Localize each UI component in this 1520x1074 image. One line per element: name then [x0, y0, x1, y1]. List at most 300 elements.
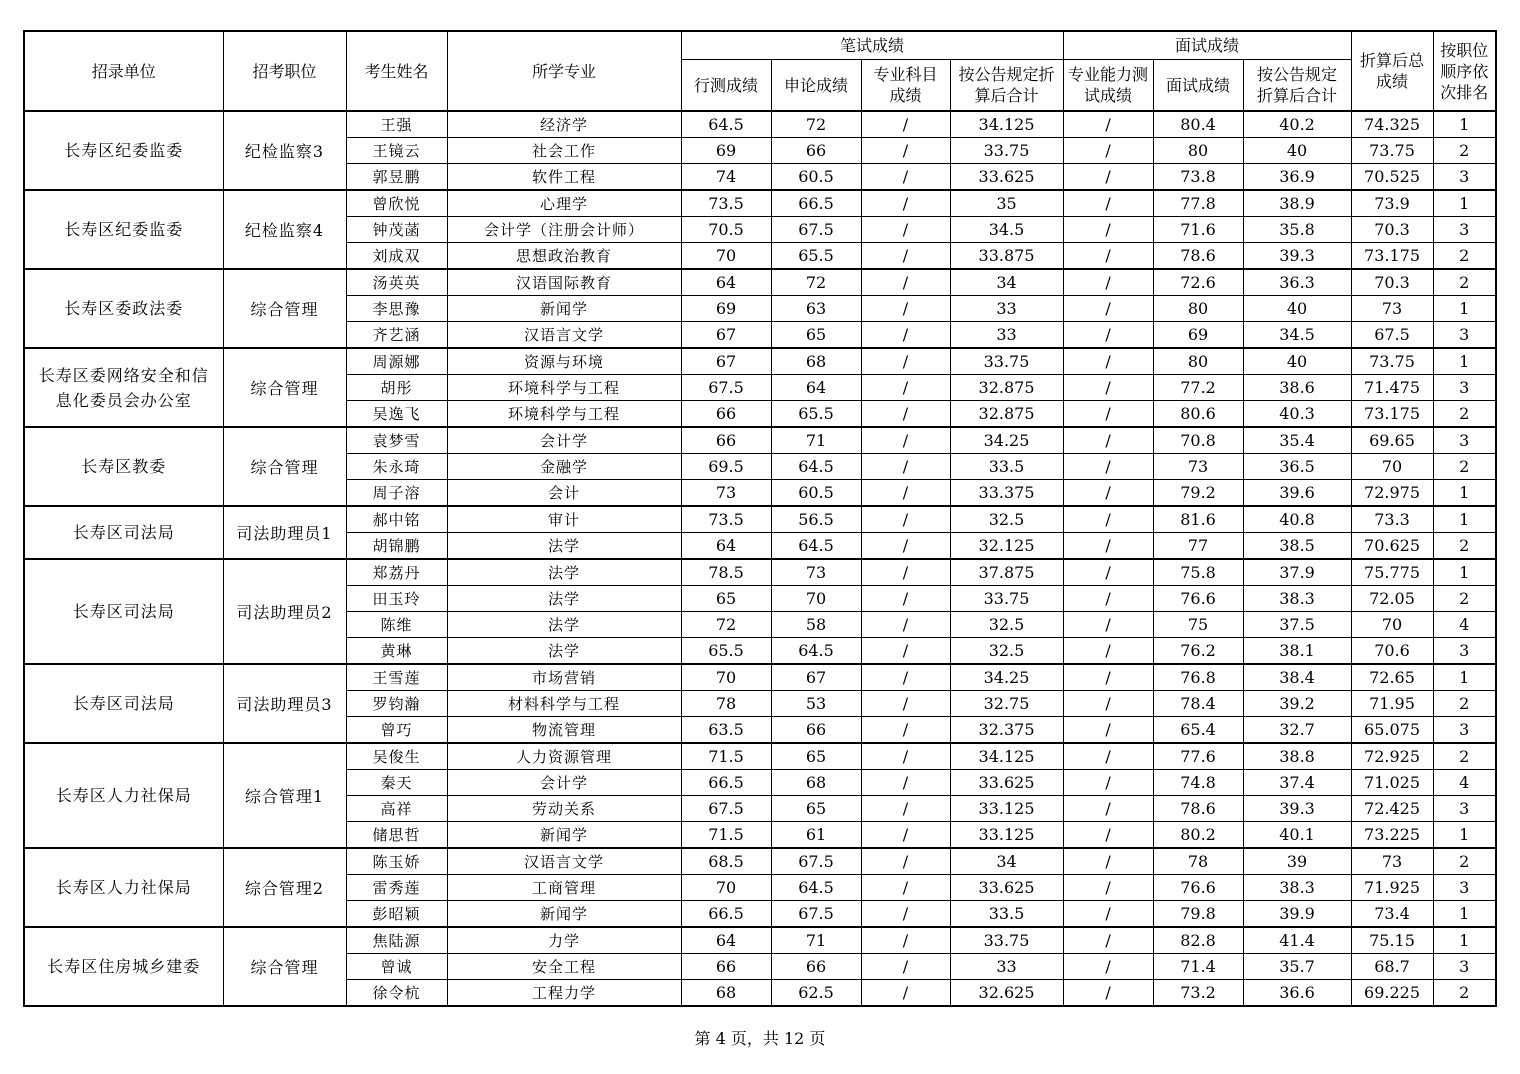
cell-shenlun: 58	[771, 612, 861, 638]
header-interview-total: 按公告规定折算后合计	[1243, 60, 1351, 112]
cell-shenlun: 66	[771, 138, 861, 164]
cell-unit: 长寿区纪委监委	[24, 111, 223, 190]
cell-xingce: 64.5	[681, 111, 771, 138]
cell-name: 曾诚	[346, 954, 447, 980]
cell-ability: /	[1063, 743, 1153, 770]
cell-final-total: 73.75	[1351, 138, 1433, 164]
cell-ability: /	[1063, 427, 1153, 454]
header-written-group: 笔试成绩	[681, 31, 1063, 60]
cell-major: 新闻学	[447, 296, 681, 322]
cell-subject: /	[861, 638, 950, 665]
cell-xingce: 69	[681, 138, 771, 164]
cell-position: 综合管理	[223, 269, 346, 348]
cell-rank: 1	[1433, 901, 1496, 928]
cell-written-total: 32.875	[950, 401, 1063, 428]
cell-interview-score: 80.6	[1153, 401, 1243, 428]
cell-rank: 3	[1433, 638, 1496, 665]
cell-subject: /	[861, 401, 950, 428]
cell-interview-total: 40.8	[1243, 506, 1351, 533]
header-position: 招考职位	[223, 31, 346, 111]
cell-interview-total: 37.5	[1243, 612, 1351, 638]
cell-interview-total: 36.3	[1243, 269, 1351, 296]
cell-final-total: 72.975	[1351, 480, 1433, 507]
cell-name: 王雪莲	[346, 664, 447, 691]
cell-major: 汉语言文学	[447, 848, 681, 875]
cell-xingce: 67	[681, 322, 771, 349]
cell-major: 审计	[447, 506, 681, 533]
cell-written-total: 32.5	[950, 612, 1063, 638]
cell-final-total: 73.225	[1351, 822, 1433, 849]
cell-final-total: 73.175	[1351, 243, 1433, 270]
cell-name: 钟茂菡	[346, 217, 447, 243]
cell-written-total: 32.5	[950, 638, 1063, 665]
cell-interview-score: 73.8	[1153, 164, 1243, 191]
cell-interview-total: 36.6	[1243, 980, 1351, 1007]
cell-major: 工程力学	[447, 980, 681, 1007]
cell-interview-score: 80.2	[1153, 822, 1243, 849]
cell-interview-score: 70.8	[1153, 427, 1243, 454]
cell-interview-total: 37.4	[1243, 770, 1351, 796]
cell-rank: 1	[1433, 927, 1496, 954]
cell-rank: 3	[1433, 164, 1496, 191]
cell-written-total: 34.125	[950, 743, 1063, 770]
cell-subject: /	[861, 533, 950, 560]
cell-name: 袁梦雪	[346, 427, 447, 454]
cell-name: 刘成双	[346, 243, 447, 270]
cell-interview-total: 37.9	[1243, 559, 1351, 586]
cell-ability: /	[1063, 164, 1153, 191]
cell-rank: 4	[1433, 612, 1496, 638]
cell-written-total: 34.25	[950, 427, 1063, 454]
cell-name: 高祥	[346, 796, 447, 822]
cell-interview-total: 40.1	[1243, 822, 1351, 849]
header-major: 所学专业	[447, 31, 681, 111]
cell-name: 朱永琦	[346, 454, 447, 480]
cell-xingce: 68.5	[681, 848, 771, 875]
cell-major: 会计学	[447, 770, 681, 796]
cell-shenlun: 70	[771, 586, 861, 612]
cell-written-total: 32.375	[950, 717, 1063, 744]
cell-name: 周源娜	[346, 348, 447, 375]
cell-rank: 2	[1433, 743, 1496, 770]
cell-subject: /	[861, 296, 950, 322]
cell-rank: 1	[1433, 559, 1496, 586]
cell-unit: 长寿区教委	[24, 427, 223, 506]
cell-name: 王强	[346, 111, 447, 138]
cell-final-total: 65.075	[1351, 717, 1433, 744]
cell-final-total: 73.175	[1351, 401, 1433, 428]
cell-ability: /	[1063, 348, 1153, 375]
cell-major: 人力资源管理	[447, 743, 681, 770]
cell-shenlun: 71	[771, 927, 861, 954]
cell-subject: /	[861, 243, 950, 270]
cell-name: 罗钧瀚	[346, 691, 447, 717]
cell-interview-total: 40	[1243, 138, 1351, 164]
table-row	[24, 848, 1496, 875]
cell-shenlun: 60.5	[771, 164, 861, 191]
cell-major: 心理学	[447, 190, 681, 217]
cell-final-total: 71.95	[1351, 691, 1433, 717]
cell-major: 环境科学与工程	[447, 401, 681, 428]
cell-xingce: 78.5	[681, 559, 771, 586]
cell-ability: /	[1063, 480, 1153, 507]
cell-ability: /	[1063, 901, 1153, 928]
cell-ability: /	[1063, 586, 1153, 612]
header-ability: 专业能力测试成绩	[1063, 60, 1153, 112]
cell-ability: /	[1063, 770, 1153, 796]
cell-rank: 1	[1433, 664, 1496, 691]
header-written-total: 按公告规定折算后合计	[950, 60, 1063, 112]
table-body	[24, 111, 1496, 1006]
cell-rank: 1	[1433, 822, 1496, 849]
cell-major: 会计学	[447, 427, 681, 454]
cell-shenlun: 72	[771, 111, 861, 138]
cell-final-total: 70.625	[1351, 533, 1433, 560]
cell-written-total: 33.5	[950, 901, 1063, 928]
cell-rank: 2	[1433, 269, 1496, 296]
cell-rank: 3	[1433, 954, 1496, 980]
cell-written-total: 34	[950, 848, 1063, 875]
cell-ability: /	[1063, 322, 1153, 349]
cell-major: 法学	[447, 638, 681, 665]
cell-interview-score: 75.8	[1153, 559, 1243, 586]
cell-name: 徐令杭	[346, 980, 447, 1007]
cell-interview-score: 80	[1153, 138, 1243, 164]
cell-final-total: 73.3	[1351, 506, 1433, 533]
cell-interview-total: 40.2	[1243, 111, 1351, 138]
cell-final-total: 70.3	[1351, 217, 1433, 243]
cell-name: 王镜云	[346, 138, 447, 164]
cell-interview-total: 39.6	[1243, 480, 1351, 507]
cell-shenlun: 67.5	[771, 217, 861, 243]
cell-interview-score: 73	[1153, 454, 1243, 480]
cell-ability: /	[1063, 217, 1153, 243]
cell-xingce: 68	[681, 980, 771, 1007]
cell-rank: 3	[1433, 796, 1496, 822]
cell-subject: /	[861, 559, 950, 586]
cell-written-total: 32.625	[950, 980, 1063, 1007]
cell-xingce: 67.5	[681, 796, 771, 822]
header-name: 考生姓名	[346, 31, 447, 111]
cell-position: 综合管理2	[223, 848, 346, 927]
table-row	[24, 348, 1496, 375]
cell-rank: 1	[1433, 348, 1496, 375]
cell-interview-total: 40	[1243, 348, 1351, 375]
cell-subject: /	[861, 138, 950, 164]
cell-unit: 长寿区人力社保局	[24, 848, 223, 927]
cell-rank: 3	[1433, 217, 1496, 243]
cell-unit: 长寿区司法局	[24, 664, 223, 743]
cell-shenlun: 64.5	[771, 533, 861, 560]
cell-interview-total: 39.2	[1243, 691, 1351, 717]
cell-interview-score: 76.2	[1153, 638, 1243, 665]
cell-major: 思想政治教育	[447, 243, 681, 270]
cell-written-total: 34	[950, 269, 1063, 296]
cell-final-total: 73	[1351, 848, 1433, 875]
cell-major: 工商管理	[447, 875, 681, 901]
cell-rank: 2	[1433, 848, 1496, 875]
cell-interview-score: 79.8	[1153, 901, 1243, 928]
cell-subject: /	[861, 980, 950, 1007]
cell-interview-total: 34.5	[1243, 322, 1351, 349]
cell-name: 陈维	[346, 612, 447, 638]
cell-subject: /	[861, 190, 950, 217]
cell-xingce: 72	[681, 612, 771, 638]
cell-rank: 2	[1433, 243, 1496, 270]
cell-subject: /	[861, 348, 950, 375]
cell-subject: /	[861, 822, 950, 849]
cell-name: 周子溶	[346, 480, 447, 507]
cell-xingce: 64	[681, 927, 771, 954]
table-row	[24, 506, 1496, 533]
cell-xingce: 71.5	[681, 743, 771, 770]
cell-xingce: 73.5	[681, 190, 771, 217]
cell-subject: /	[861, 743, 950, 770]
cell-interview-score: 72.6	[1153, 269, 1243, 296]
cell-interview-total: 35.8	[1243, 217, 1351, 243]
cell-final-total: 67.5	[1351, 322, 1433, 349]
cell-interview-total: 39	[1243, 848, 1351, 875]
cell-major: 劳动关系	[447, 796, 681, 822]
cell-rank: 2	[1433, 586, 1496, 612]
cell-name: 彭昭颖	[346, 901, 447, 928]
cell-unit: 长寿区住房城乡建委	[24, 927, 223, 1006]
cell-interview-total: 38.3	[1243, 586, 1351, 612]
cell-unit: 长寿区纪委监委	[24, 190, 223, 269]
cell-final-total: 75.15	[1351, 927, 1433, 954]
cell-major: 会计	[447, 480, 681, 507]
cell-rank: 3	[1433, 875, 1496, 901]
cell-final-total: 69.225	[1351, 980, 1433, 1007]
cell-written-total: 34.25	[950, 664, 1063, 691]
cell-xingce: 70	[681, 875, 771, 901]
cell-name: 秦天	[346, 770, 447, 796]
header-unit: 招录单位	[24, 31, 223, 111]
cell-major: 汉语言文学	[447, 322, 681, 349]
table-row	[24, 111, 1496, 138]
cell-major: 会计学（注册会计师）	[447, 217, 681, 243]
cell-subject: /	[861, 454, 950, 480]
cell-name: 田玉玲	[346, 586, 447, 612]
cell-interview-total: 35.7	[1243, 954, 1351, 980]
cell-interview-score: 77	[1153, 533, 1243, 560]
cell-interview-total: 38.1	[1243, 638, 1351, 665]
cell-major: 经济学	[447, 111, 681, 138]
cell-position: 司法助理员3	[223, 664, 346, 743]
cell-interview-score: 74.8	[1153, 770, 1243, 796]
cell-final-total: 70.3	[1351, 269, 1433, 296]
cell-written-total: 33.625	[950, 875, 1063, 901]
header-interview-group: 面试成绩	[1063, 31, 1351, 60]
cell-rank: 2	[1433, 691, 1496, 717]
cell-shenlun: 65.5	[771, 401, 861, 428]
cell-position: 司法助理员2	[223, 559, 346, 664]
cell-shenlun: 56.5	[771, 506, 861, 533]
cell-ability: /	[1063, 796, 1153, 822]
cell-shenlun: 72	[771, 269, 861, 296]
cell-name: 齐艺涵	[346, 322, 447, 349]
cell-name: 雷秀莲	[346, 875, 447, 901]
cell-interview-total: 38.6	[1243, 375, 1351, 401]
cell-shenlun: 65	[771, 796, 861, 822]
cell-written-total: 32.125	[950, 533, 1063, 560]
cell-xingce: 63.5	[681, 717, 771, 744]
cell-interview-score: 80	[1153, 296, 1243, 322]
cell-final-total: 70	[1351, 612, 1433, 638]
cell-interview-score: 82.8	[1153, 927, 1243, 954]
cell-major: 环境科学与工程	[447, 375, 681, 401]
cell-shenlun: 65	[771, 743, 861, 770]
table-row	[24, 559, 1496, 586]
cell-subject: /	[861, 164, 950, 191]
cell-xingce: 69	[681, 296, 771, 322]
cell-subject: /	[861, 664, 950, 691]
cell-subject: /	[861, 506, 950, 533]
cell-xingce: 65.5	[681, 638, 771, 665]
cell-ability: /	[1063, 269, 1153, 296]
cell-ability: /	[1063, 296, 1153, 322]
cell-interview-score: 78.6	[1153, 243, 1243, 270]
cell-subject: /	[861, 586, 950, 612]
table-row	[24, 927, 1496, 954]
cell-name: 郝中铭	[346, 506, 447, 533]
cell-shenlun: 64	[771, 375, 861, 401]
cell-major: 法学	[447, 586, 681, 612]
cell-interview-score: 80	[1153, 348, 1243, 375]
score-table	[23, 30, 1497, 1007]
cell-final-total: 72.925	[1351, 743, 1433, 770]
cell-ability: /	[1063, 927, 1153, 954]
table-row	[24, 190, 1496, 217]
cell-subject: /	[861, 927, 950, 954]
cell-written-total: 33.125	[950, 822, 1063, 849]
cell-major: 法学	[447, 559, 681, 586]
cell-shenlun: 68	[771, 348, 861, 375]
cell-subject: /	[861, 375, 950, 401]
cell-shenlun: 64.5	[771, 638, 861, 665]
cell-final-total: 70.525	[1351, 164, 1433, 191]
cell-final-total: 75.775	[1351, 559, 1433, 586]
cell-final-total: 71.025	[1351, 770, 1433, 796]
cell-written-total: 35	[950, 190, 1063, 217]
cell-name: 胡锦鹏	[346, 533, 447, 560]
cell-final-total: 73.9	[1351, 190, 1433, 217]
cell-xingce: 66.5	[681, 770, 771, 796]
cell-unit: 长寿区司法局	[24, 506, 223, 559]
cell-xingce: 65	[681, 586, 771, 612]
header-shenlun: 申论成绩	[771, 60, 861, 112]
cell-name: 胡彤	[346, 375, 447, 401]
cell-name: 吴俊生	[346, 743, 447, 770]
cell-ability: /	[1063, 638, 1153, 665]
cell-major: 资源与环境	[447, 348, 681, 375]
cell-final-total: 70.6	[1351, 638, 1433, 665]
cell-rank: 3	[1433, 322, 1496, 349]
cell-written-total: 33.75	[950, 586, 1063, 612]
cell-interview-score: 77.2	[1153, 375, 1243, 401]
cell-final-total: 73.75	[1351, 348, 1433, 375]
page-footer: 第 4 页，共 12 页	[694, 1029, 826, 1048]
cell-position: 纪检监察4	[223, 190, 346, 269]
cell-written-total: 34.5	[950, 217, 1063, 243]
cell-name: 郭昱鹏	[346, 164, 447, 191]
cell-interview-score: 75	[1153, 612, 1243, 638]
cell-interview-score: 65.4	[1153, 717, 1243, 744]
cell-shenlun: 53	[771, 691, 861, 717]
cell-position: 综合管理	[223, 348, 346, 427]
cell-interview-total: 39.3	[1243, 796, 1351, 822]
cell-written-total: 33	[950, 322, 1063, 349]
cell-rank: 2	[1433, 454, 1496, 480]
cell-shenlun: 67.5	[771, 901, 861, 928]
cell-interview-total: 40	[1243, 296, 1351, 322]
cell-written-total: 33.75	[950, 138, 1063, 164]
cell-xingce: 67.5	[681, 375, 771, 401]
header-interview-score: 面试成绩	[1153, 60, 1243, 112]
cell-written-total: 34.125	[950, 111, 1063, 138]
cell-rank: 3	[1433, 427, 1496, 454]
cell-shenlun: 66	[771, 717, 861, 744]
cell-shenlun: 66.5	[771, 190, 861, 217]
cell-written-total: 33.75	[950, 927, 1063, 954]
cell-interview-score: 76.8	[1153, 664, 1243, 691]
cell-shenlun: 60.5	[771, 480, 861, 507]
cell-major: 金融学	[447, 454, 681, 480]
cell-major: 新闻学	[447, 901, 681, 928]
cell-final-total: 74.325	[1351, 111, 1433, 138]
cell-final-total: 71.475	[1351, 375, 1433, 401]
cell-subject: /	[861, 427, 950, 454]
cell-subject: /	[861, 848, 950, 875]
cell-xingce: 73	[681, 480, 771, 507]
cell-position: 综合管理1	[223, 743, 346, 848]
cell-ability: /	[1063, 506, 1153, 533]
cell-xingce: 67	[681, 348, 771, 375]
cell-name: 吴逸飞	[346, 401, 447, 428]
cell-final-total: 71.925	[1351, 875, 1433, 901]
cell-interview-total: 41.4	[1243, 927, 1351, 954]
cell-ability: /	[1063, 243, 1153, 270]
cell-ability: /	[1063, 138, 1153, 164]
cell-subject: /	[861, 875, 950, 901]
cell-interview-score: 80.4	[1153, 111, 1243, 138]
cell-xingce: 70	[681, 664, 771, 691]
cell-subject: /	[861, 691, 950, 717]
cell-ability: /	[1063, 612, 1153, 638]
cell-interview-total: 38.5	[1243, 533, 1351, 560]
cell-rank: 4	[1433, 770, 1496, 796]
cell-written-total: 33.375	[950, 480, 1063, 507]
cell-rank: 2	[1433, 138, 1496, 164]
cell-final-total: 68.7	[1351, 954, 1433, 980]
cell-rank: 1	[1433, 296, 1496, 322]
cell-written-total: 33	[950, 296, 1063, 322]
cell-interview-total: 35.4	[1243, 427, 1351, 454]
cell-major: 汉语国际教育	[447, 269, 681, 296]
cell-subject: /	[861, 269, 950, 296]
cell-major: 市场营销	[447, 664, 681, 691]
cell-subject: /	[861, 612, 950, 638]
cell-subject: /	[861, 717, 950, 744]
cell-major: 物流管理	[447, 717, 681, 744]
cell-xingce: 74	[681, 164, 771, 191]
cell-final-total: 72.425	[1351, 796, 1433, 822]
cell-shenlun: 64.5	[771, 454, 861, 480]
cell-ability: /	[1063, 190, 1153, 217]
cell-major: 法学	[447, 533, 681, 560]
cell-ability: /	[1063, 533, 1153, 560]
cell-unit: 长寿区委政法委	[24, 269, 223, 348]
